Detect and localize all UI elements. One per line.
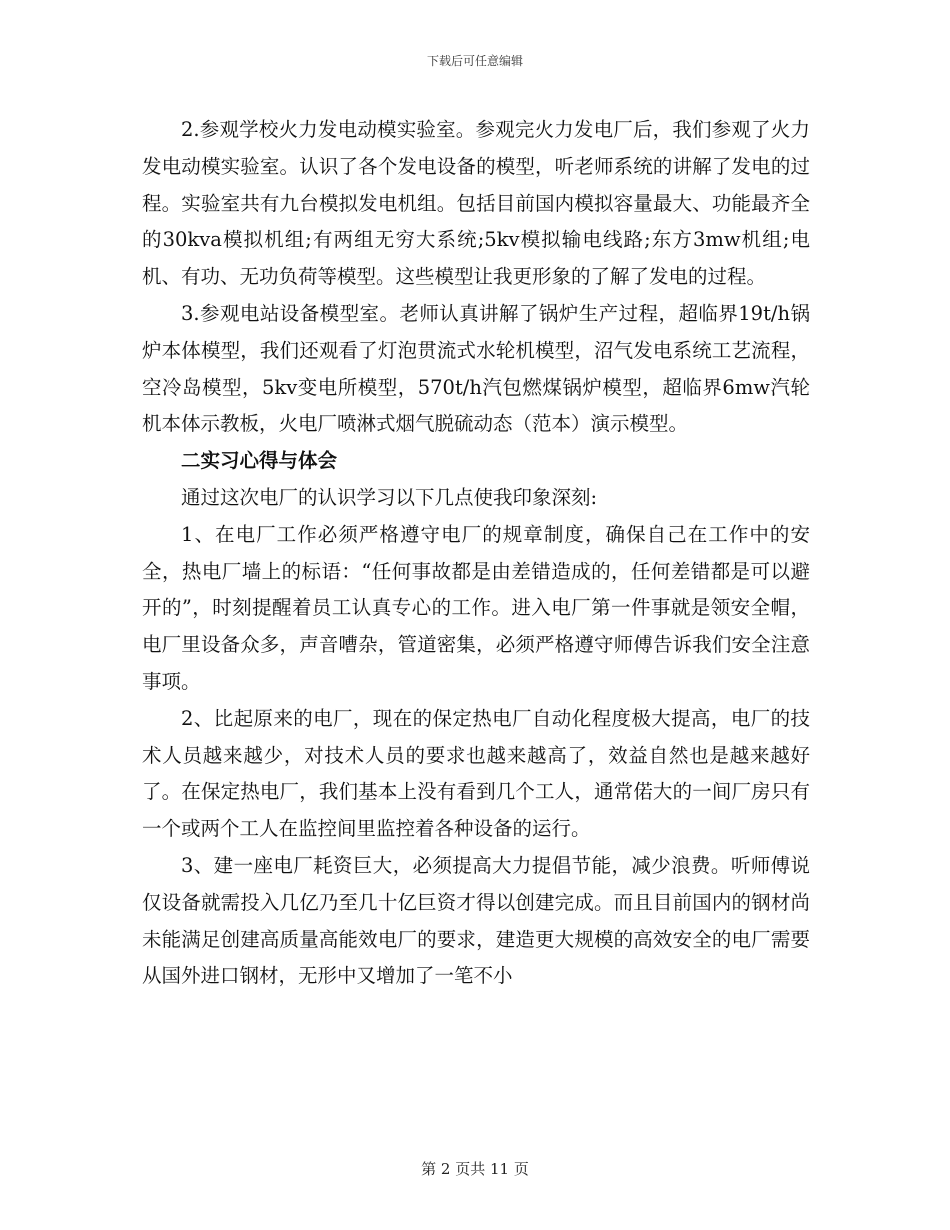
paragraph-intro: 通过这次电厂的认识学习以下几点使我印象深刻:: [181, 485, 598, 509]
paragraph-point-3: 3、建一座电厂耗资巨大，必须提高大力提倡节能，减少浪费。听师傅说仅设备就需投入几亿乃至几十亿巨资才得以创建完成。而且目前国内的钢材尚未能满足创建高质量高能效电厂的要求，建造更大规模的高效安全的电厂需要从国外进口钢材，无形中又增加了一笔不小: [142, 853, 810, 988]
paragraph-point-2: 2、比起原来的电厂，现在的保定热电厂自动化程度极大提高，电厂的技术人员越来越少，对技术人员的要求也越来越高了，效益自然也是越来越好了。在保定热电厂，我们基本上没有看到几个工人，通常偌大的一间厂房只有一个或两个工人在监控间里监控着各种设备的运行。: [142, 706, 810, 841]
paragraph-point-1: 1、在电厂工作必须严格遵守电厂的规章制度，确保自己在工作中的安全，热电厂墙上的标语：“任何事故都是由差错造成的，任何差错都是可以避开的”，时刻提醒着员工认真专心的工作。进入电厂第一件事就是领安全帽，电厂里设备众多，声音嘈杂，管道密集，必须严格遵守师傅告诉我们安全注意事项。: [142, 522, 810, 693]
page-header: 下载后可任意编辑: [426, 54, 523, 68]
page-number: 第 2 页共 11 页: [421, 1160, 529, 1178]
paragraph-visit-lab: 2.参观学校火力发电动模实验室。参观完火力发电厂后，我们参观了火力发电动模实验室。认识了各个发电设备的模型，听老师系统的讲解了发电的过程。实验室共有九台模拟发电机组。包括目前国内模拟容量最大、功能最齐全的30kva模拟机组;有两组无穷大系统;5kv模拟输电线路;东方3mw机组;电机、有功、无功负荷等模型。这些模型让我更形象的了解了发电的过程。: [142, 118, 810, 289]
paragraph-visit-model-room: 3.参观电站设备模型室。老师认真讲解了锅炉生产过程，超临界19t/h锅炉本体模型，我们还观看了灯泡贯流式水轮机模型，沼气发电系统工艺流程，空冷岛模型，5kv变电所模型，570t/h汽包燃煤锅炉模型，超临界6mw汽轮机本体示教板，火电厂喷淋式烟气脱硫动态（范本）演示模型。: [142, 301, 810, 436]
section-heading: 二实习心得与体会: [181, 449, 338, 473]
document-body: [142, 112, 810, 995]
